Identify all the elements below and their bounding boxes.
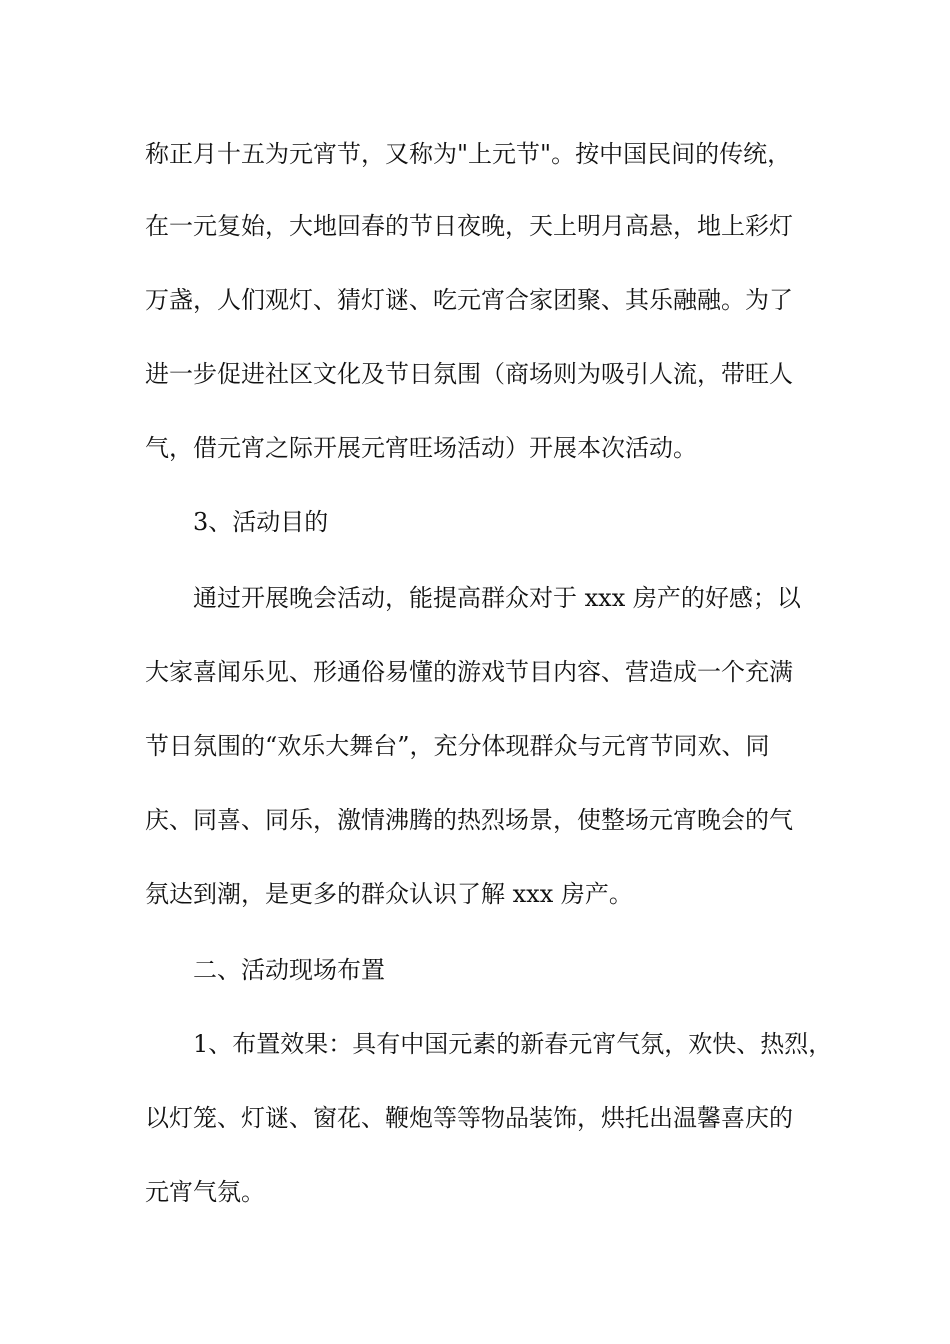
- paragraph-line: 氛达到潮，是更多的群众认识了解 xxx 房产。: [145, 880, 633, 908]
- section-heading-purpose: 3、活动目的: [193, 508, 329, 536]
- paragraph-line: 以灯笼、灯谜、窗花、鞭炮等等物品装饰，烘托出温馨喜庆的: [145, 1104, 793, 1132]
- paragraph-line: 通过开展晚会活动，能提高群众对于 xxx 房产的好感；以: [193, 584, 801, 612]
- paragraph-line: 气，借元宵之际开展元宵旺场活动）开展本次活动。: [145, 434, 697, 462]
- paragraph-line: 大家喜闻乐见、形通俗易懂的游戏节目内容、营造成一个充满: [145, 658, 793, 686]
- paragraph-line: 万盏，人们观灯、猜灯谜、吃元宵合家团聚、其乐融融。为了: [145, 286, 793, 314]
- paragraph-line: 庆、同喜、同乐，激情沸腾的热烈场景，使整场元宵晚会的气: [145, 806, 793, 834]
- paragraph-line: 进一步促进社区文化及节日氛围（商场则为吸引人流，带旺人: [145, 360, 793, 388]
- paragraph-line: 元宵气氛。: [145, 1178, 265, 1206]
- paragraph-line: 1、布置效果：具有中国元素的新春元宵气氛，欢快、热烈，: [193, 1030, 833, 1058]
- paragraph-line: 在一元复始，大地回春的节日夜晚，天上明月高悬，地上彩灯: [145, 212, 793, 240]
- section-heading-layout: 二、活动现场布置: [193, 956, 385, 984]
- paragraph-line: 称正月十五为元宵节，又称为"上元节"。按中国民间的传统，: [145, 140, 792, 168]
- paragraph-line: 节日氛围的“欢乐大舞台”，充分体现群众与元宵节同欢、同: [145, 732, 770, 760]
